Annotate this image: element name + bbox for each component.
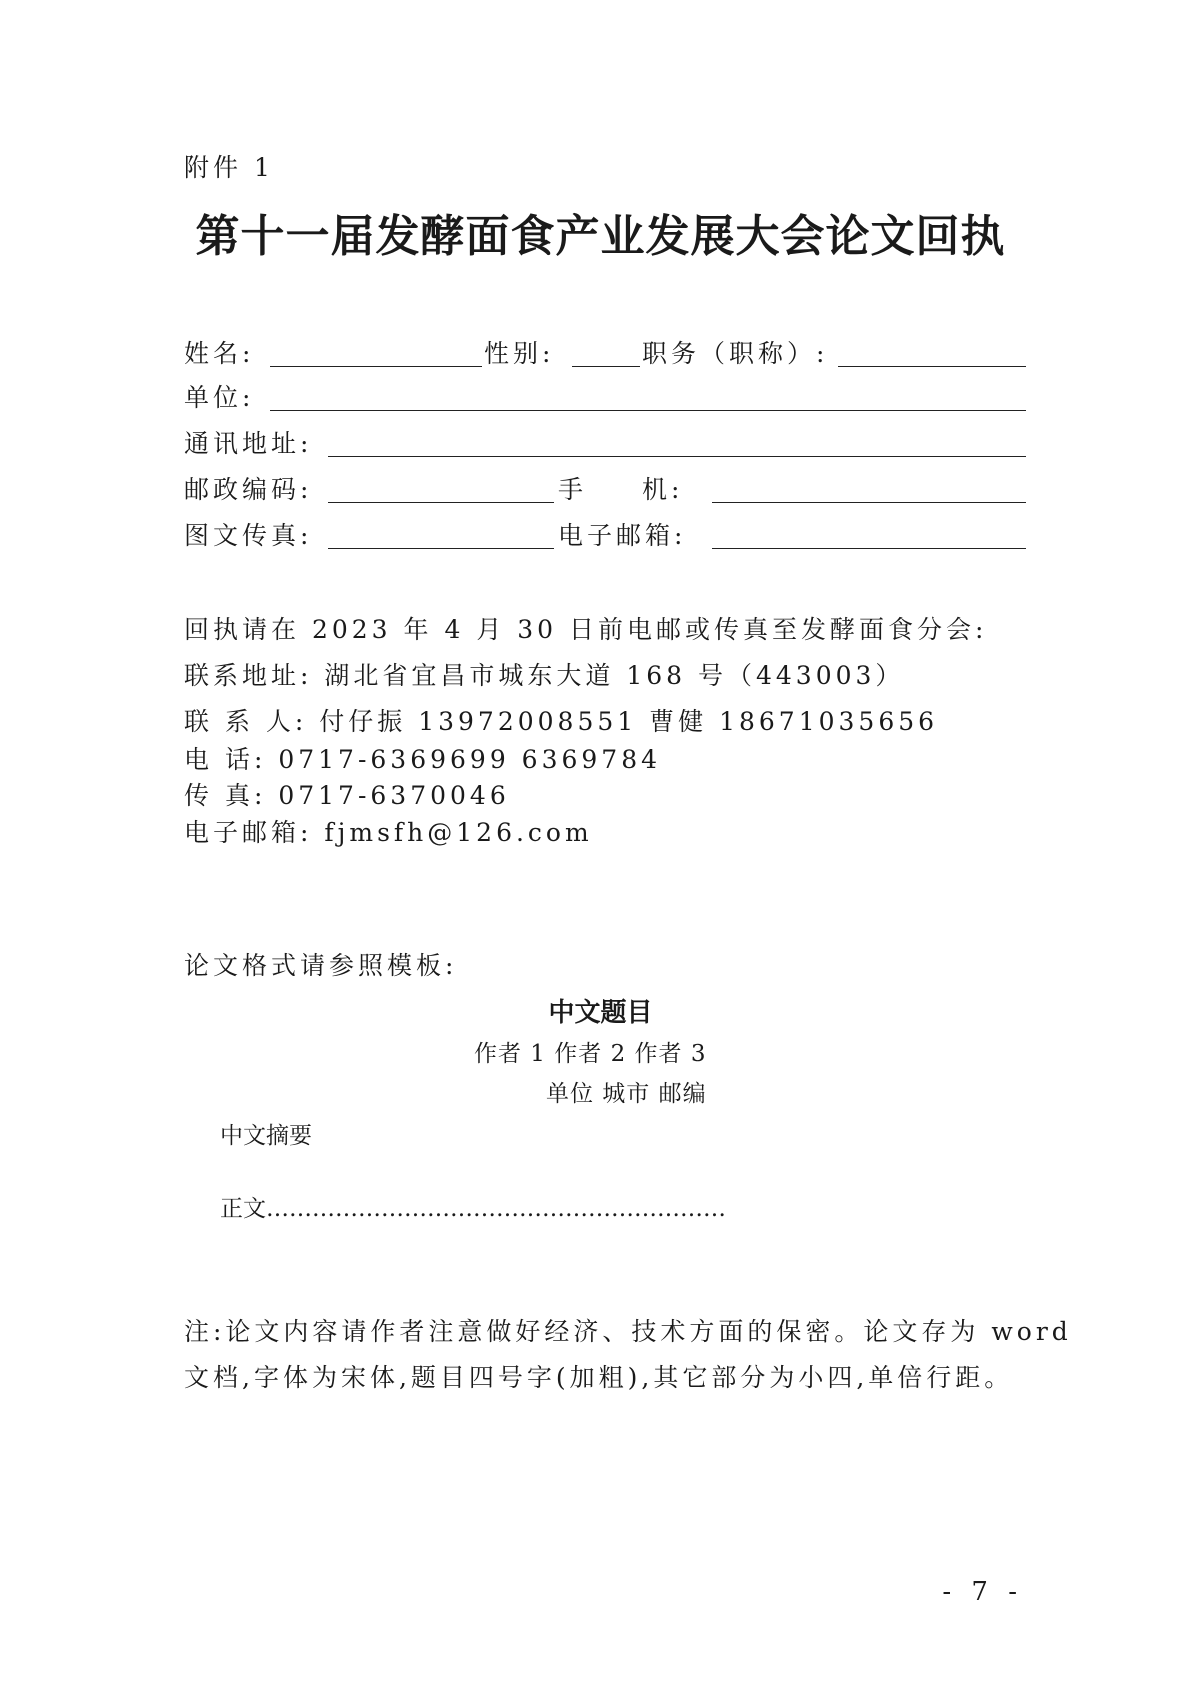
contact-fax: 传 真: 0717-6370046 bbox=[184, 781, 510, 810]
template-authors: 作者 1 作者 2 作者 3 bbox=[474, 1041, 707, 1067]
contact-phone: 电 话: 0717-6369699 6369784 bbox=[184, 745, 662, 774]
deadline-text: 回执请在 2023 年 4 月 30 日前电邮或传真至发酵面食分会: bbox=[184, 615, 988, 644]
fax-label: 图文传真: bbox=[184, 521, 313, 550]
email-label: 电子邮箱: bbox=[558, 521, 687, 550]
page-title: 第十一届发酵面食产业发展大会论文回执 bbox=[195, 211, 1006, 262]
email-field-line[interactable] bbox=[712, 548, 1026, 549]
contact-person: 联 系 人: 付仔振 13972008551 曹健 18671035656 bbox=[184, 707, 939, 736]
contact-email: 电子邮箱: fjmsfh@126.com bbox=[184, 818, 593, 847]
mobile-label-end: 机: bbox=[642, 475, 684, 504]
position-field-line[interactable] bbox=[838, 366, 1026, 367]
contact-address: 联系地址: 湖北省宜昌市城东大道 168 号（443003） bbox=[184, 661, 905, 690]
address-field-line[interactable] bbox=[328, 456, 1026, 457]
template-intro: 论文格式请参照模板: bbox=[184, 951, 458, 980]
template-body: 正文…………………………………………………… bbox=[220, 1196, 726, 1222]
attachment-label: 附件 1 bbox=[184, 153, 274, 182]
name-field-line[interactable] bbox=[270, 366, 482, 367]
postcode-field-line[interactable] bbox=[328, 502, 554, 503]
template-unit: 单位 城市 邮编 bbox=[546, 1081, 707, 1107]
name-label: 姓名: bbox=[184, 339, 255, 368]
page-number: - 7 - bbox=[942, 1577, 1023, 1607]
unit-label: 单位: bbox=[184, 383, 255, 412]
gender-field-line[interactable] bbox=[572, 366, 640, 367]
note-line-1: 注:论文内容请作者注意做好经济、技术方面的保密。论文存为 word bbox=[184, 1317, 1072, 1346]
fax-field-line[interactable] bbox=[328, 548, 554, 549]
position-label: 职务（职称）: bbox=[642, 339, 829, 368]
address-label: 通讯地址: bbox=[184, 429, 313, 458]
template-abstract: 中文摘要 bbox=[220, 1123, 312, 1149]
note-line-2: 文档,字体为宋体,题目四号字(加粗),其它部分为小四,单倍行距。 bbox=[184, 1363, 1014, 1392]
unit-field-line[interactable] bbox=[270, 410, 1026, 411]
template-title: 中文题目 bbox=[548, 998, 653, 1028]
postcode-label: 邮政编码: bbox=[184, 475, 313, 504]
mobile-field-line[interactable] bbox=[712, 502, 1026, 503]
mobile-label: 手 bbox=[558, 475, 588, 504]
gender-label: 性别: bbox=[484, 339, 555, 368]
